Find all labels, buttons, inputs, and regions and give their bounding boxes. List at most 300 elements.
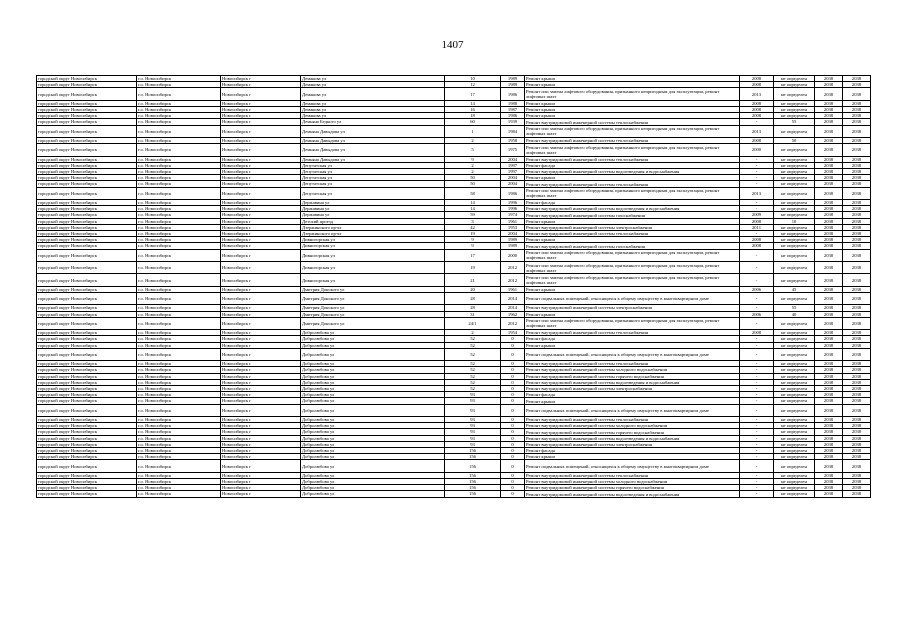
cell-wear: не определен <box>774 441 815 447</box>
cell-last-repair-year: - <box>740 491 774 497</box>
cell-municipality: городской округ Новосибирск <box>37 187 137 199</box>
cell-last-repair-year: - <box>740 367 774 373</box>
cell-district: г.о. Новосибирск <box>137 212 221 218</box>
cell-city: Новосибирск г <box>221 448 301 454</box>
cell-district: г.о. Новосибирск <box>137 379 221 385</box>
cell-plan-end: 2038 <box>843 175 871 181</box>
cell-plan-start: 2038 <box>815 88 843 100</box>
cell-year: 1962 <box>501 311 525 317</box>
cell-plan-start: 2038 <box>815 119 843 125</box>
cell-plan-start: 2038 <box>815 113 843 119</box>
cell-district: г.о. Новосибирск <box>137 100 221 106</box>
cell-municipality: городской округ Новосибирск <box>37 392 137 398</box>
cell-district: г.о. Новосибирск <box>137 386 221 392</box>
cell-district: г.о. Новосибирск <box>137 249 221 261</box>
cell-plan-end: 2038 <box>843 293 871 305</box>
cell-city: Новосибирск г <box>221 472 301 478</box>
cell-city: Новосибирск г <box>221 175 301 181</box>
cell-district: г.о. Новосибирск <box>137 479 221 485</box>
cell-wear: не определен <box>774 317 815 329</box>
table-row <box>37 293 871 305</box>
cell-work-type: Ремонт внутридомовой инженерной системы холодного водоснабжения <box>525 479 740 485</box>
cell-wear: не определен <box>774 125 815 137</box>
cell-plan-end: 2038 <box>843 212 871 218</box>
cell-city: Новосибирск г <box>221 305 301 311</box>
cell-work-type: Ремонт или замена лифтового оборудования, признанного непригодным для эксплуатации, ремонт лифтовых шахт <box>525 317 740 329</box>
cell-street: Демакова ул <box>301 82 445 88</box>
cell-house: 93 <box>445 423 501 429</box>
cell-municipality: городской округ Новосибирск <box>37 88 137 100</box>
cell-city: Новосибирск г <box>221 392 301 398</box>
cell-plan-start: 2038 <box>815 200 843 206</box>
cell-city: Новосибирск г <box>221 206 301 212</box>
cell-district: г.о. Новосибирск <box>137 348 221 360</box>
cell-plan-start: 2038 <box>815 237 843 243</box>
cell-plan-start: 2038 <box>815 212 843 218</box>
cell-city: Новосибирск г <box>221 429 301 435</box>
cell-plan-start: 2038 <box>815 392 843 398</box>
cell-municipality: городской округ Новосибирск <box>37 175 137 181</box>
cell-plan-start: 2038 <box>815 417 843 423</box>
cell-year: 0 <box>501 435 525 441</box>
cell-last-repair-year: 2008 <box>740 138 774 144</box>
cell-house: 16 <box>445 107 501 113</box>
cell-last-repair-year: - <box>740 448 774 454</box>
cell-house: 2 <box>445 330 501 336</box>
cell-work-type: Ремонт внутридомовой инженерной системы теплоснабжения <box>525 138 740 144</box>
cell-street: Державина ул <box>301 212 445 218</box>
cell-year: 2000 <box>501 249 525 261</box>
cell-city: Новосибирск г <box>221 336 301 342</box>
cell-plan-end: 2038 <box>843 162 871 168</box>
cell-municipality: городской округ Новосибирск <box>37 113 137 119</box>
cell-wear: не определен <box>774 262 815 274</box>
cell-street: Добролюбова ул <box>301 479 445 485</box>
cell-work-type: Ремонт крыши <box>525 311 740 317</box>
cell-last-repair-year: 2008 <box>740 100 774 106</box>
cell-plan-start: 2038 <box>815 373 843 379</box>
cell-house: 17 <box>445 249 501 261</box>
cell-district: г.о. Новосибирск <box>137 373 221 379</box>
cell-city: Новосибирск г <box>221 119 301 125</box>
cell-municipality: городской округ Новосибирск <box>37 479 137 485</box>
cell-district: г.о. Новосибирск <box>137 317 221 329</box>
cell-municipality: городской округ Новосибирск <box>37 107 137 113</box>
cell-last-repair-year: - <box>740 162 774 168</box>
cell-year: 0 <box>501 379 525 385</box>
cell-city: Новосибирск г <box>221 479 301 485</box>
cell-plan-start: 2038 <box>815 472 843 478</box>
cell-municipality: городской округ Новосибирск <box>37 448 137 454</box>
cell-municipality: городской округ Новосибирск <box>37 249 137 261</box>
cell-city: Новосибирск г <box>221 311 301 317</box>
cell-plan-end: 2038 <box>843 472 871 478</box>
cell-street: Дмитрия Донского ул <box>301 293 445 305</box>
cell-work-type: Ремонт внутридомовой инженерной системы теплоснабжения <box>525 156 740 162</box>
cell-year: 0 <box>501 454 525 460</box>
cell-city: Новосибирск г <box>221 237 301 243</box>
cell-last-repair-year: - <box>740 181 774 187</box>
cell-last-repair-year: - <box>740 417 774 423</box>
cell-work-type: Ремонт фасада <box>525 448 740 454</box>
table-row <box>37 262 871 274</box>
cell-street: Державина ул <box>301 206 445 212</box>
cell-plan-start: 2038 <box>815 286 843 292</box>
cell-work-type: Ремонт или замена лифтового оборудования, признанного непригодным для эксплуатации, ремонт лифтовых шахт <box>525 274 740 286</box>
cell-work-type: Ремонт внутридомовой инженерной системы горячего водоснабжения <box>525 373 740 379</box>
cell-street: Демакова ул <box>301 100 445 106</box>
cell-street: Дзержинского пр-кт <box>301 224 445 230</box>
cell-year: 0 <box>501 392 525 398</box>
cell-year: 1986 <box>501 88 525 100</box>
cell-wear: 45 <box>774 286 815 292</box>
table-row <box>37 491 871 497</box>
cell-municipality: городской округ Новосибирск <box>37 262 137 274</box>
cell-municipality: городской округ Новосибирск <box>37 181 137 187</box>
cell-house: 2 <box>445 162 501 168</box>
cell-wear: не определен <box>774 398 815 404</box>
cell-year: 2004 <box>501 231 525 237</box>
cell-house: 9 <box>445 237 501 243</box>
cell-plan-end: 2038 <box>843 485 871 491</box>
cell-district: г.о. Новосибирск <box>137 224 221 230</box>
cell-year: 1986 <box>501 113 525 119</box>
cell-street: Добролюбова ул <box>301 423 445 429</box>
cell-wear: 50 <box>774 138 815 144</box>
cell-house: 9 <box>445 243 501 249</box>
cell-plan-start: 2038 <box>815 311 843 317</box>
cell-plan-start: 2038 <box>815 379 843 385</box>
cell-house: 14 <box>445 206 501 212</box>
cell-work-type: Ремонт подвальных помещений, относящихся к общему имуществу в многоквартирном доме <box>525 293 740 305</box>
cell-last-repair-year: - <box>740 317 774 329</box>
cell-work-type: Ремонт подвальных помещений, относящихся к общему имуществу в многоквартирном доме <box>525 404 740 416</box>
cell-work-type: Ремонт внутридомовой инженерной системы электроснабжения <box>525 224 740 230</box>
cell-house: 19 <box>445 231 501 237</box>
cell-last-repair-year: 2008 <box>740 218 774 224</box>
cell-district: г.о. Новосибирск <box>137 336 221 342</box>
cell-plan-end: 2038 <box>843 342 871 348</box>
cell-last-repair-year: - <box>740 262 774 274</box>
cell-municipality: городской округ Новосибирск <box>37 162 137 168</box>
cell-work-type: Ремонт крыши <box>525 218 740 224</box>
cell-house: 156 <box>445 479 501 485</box>
cell-plan-start: 2038 <box>815 82 843 88</box>
cell-district: г.о. Новосибирск <box>137 218 221 224</box>
cell-street: Добролюбова ул <box>301 472 445 478</box>
cell-street: Дивногорская ул <box>301 237 445 243</box>
cell-district: г.о. Новосибирск <box>137 460 221 472</box>
cell-house: 31 <box>445 311 501 317</box>
cell-wear: не определен <box>774 76 815 82</box>
cell-wear: не определен <box>774 187 815 199</box>
cell-plan-start: 2038 <box>815 435 843 441</box>
cell-last-repair-year: - <box>740 231 774 237</box>
cell-district: г.о. Новосибирск <box>137 274 221 286</box>
cell-plan-end: 2038 <box>843 454 871 460</box>
cell-work-type: Ремонт внутридомовой инженерной системы теплоснабжения <box>525 119 740 125</box>
cell-municipality: городской округ Новосибирск <box>37 435 137 441</box>
cell-municipality: городской округ Новосибирск <box>37 485 137 491</box>
cell-city: Новосибирск г <box>221 76 301 82</box>
cell-work-type: Ремонт крыши <box>525 454 740 460</box>
cell-city: Новосибирск г <box>221 293 301 305</box>
cell-work-type: Ремонт фасада <box>525 392 740 398</box>
cell-last-repair-year: - <box>740 200 774 206</box>
cell-house: 52 <box>445 336 501 342</box>
cell-work-type: Ремонт крыши <box>525 113 740 119</box>
cell-district: г.о. Новосибирск <box>137 293 221 305</box>
cell-wear: не определен <box>774 460 815 472</box>
cell-house: 93 <box>445 392 501 398</box>
cell-last-repair-year: - <box>740 373 774 379</box>
cell-municipality: городской округ Новосибирск <box>37 212 137 218</box>
cell-house: 93 <box>445 404 501 416</box>
cell-street: Демьяна Давыдова ул <box>301 156 445 162</box>
cell-wear: не определен <box>774 107 815 113</box>
cell-city: Новосибирск г <box>221 169 301 175</box>
cell-district: г.о. Новосибирск <box>137 187 221 199</box>
cell-plan-end: 2038 <box>843 224 871 230</box>
cell-wear: не определен <box>774 417 815 423</box>
cell-year: 1961 <box>501 218 525 224</box>
cell-city: Новосибирск г <box>221 404 301 416</box>
cell-year: 2014 <box>501 293 525 305</box>
cell-street: Добролюбова ул <box>301 441 445 447</box>
cell-street: Дивногорская ул <box>301 249 445 261</box>
cell-street: Демьяна Давыдова ул <box>301 144 445 156</box>
cell-year: 0 <box>501 472 525 478</box>
cell-municipality: городской округ Новосибирск <box>37 441 137 447</box>
cell-district: г.о. Новосибирск <box>137 485 221 491</box>
cell-year: 1975 <box>501 144 525 156</box>
cell-plan-start: 2038 <box>815 218 843 224</box>
cell-year: 1989 <box>501 237 525 243</box>
cell-plan-start: 2038 <box>815 125 843 137</box>
cell-district: г.о. Новосибирск <box>137 342 221 348</box>
cell-district: г.о. Новосибирск <box>137 491 221 497</box>
cell-plan-start: 2038 <box>815 162 843 168</box>
cell-house: 3 <box>445 218 501 224</box>
cell-wear: не определен <box>774 330 815 336</box>
cell-district: г.о. Новосибирск <box>137 237 221 243</box>
cell-house: 20 <box>445 286 501 292</box>
cell-last-repair-year: - <box>740 361 774 367</box>
cell-year: 0 <box>501 404 525 416</box>
cell-district: г.о. Новосибирск <box>137 76 221 82</box>
cell-last-repair-year: 2008 <box>740 82 774 88</box>
cell-district: г.о. Новосибирск <box>137 435 221 441</box>
cell-wear: не определен <box>774 144 815 156</box>
cell-plan-start: 2038 <box>815 386 843 392</box>
cell-year: 1996 <box>501 206 525 212</box>
cell-municipality: городской округ Новосибирск <box>37 237 137 243</box>
cell-year: 1939 <box>501 119 525 125</box>
cell-plan-start: 2038 <box>815 429 843 435</box>
cell-year: 0 <box>501 367 525 373</box>
cell-year: 0 <box>501 485 525 491</box>
cell-house: 156 <box>445 454 501 460</box>
cell-last-repair-year: - <box>740 379 774 385</box>
cell-last-repair-year: 2011 <box>740 224 774 230</box>
cell-street: Добролюбова ул <box>301 485 445 491</box>
cell-wear: не определен <box>774 224 815 230</box>
cell-wear: не определен <box>774 479 815 485</box>
cell-last-repair-year: - <box>740 175 774 181</box>
table-row <box>37 88 871 100</box>
cell-district: г.о. Новосибирск <box>137 144 221 156</box>
cell-last-repair-year: 2009 <box>740 212 774 218</box>
cell-wear: не определен <box>774 491 815 497</box>
cell-plan-start: 2038 <box>815 243 843 249</box>
cell-street: Добролюбова ул <box>301 460 445 472</box>
cell-last-repair-year: 2008 <box>740 237 774 243</box>
cell-year: 1997 <box>501 169 525 175</box>
cell-work-type: Ремонт внутридомовой инженерной системы водоотведения и водоснабжения <box>525 206 740 212</box>
cell-house: 156 <box>445 485 501 491</box>
cell-plan-end: 2038 <box>843 311 871 317</box>
cell-house: 21 <box>445 274 501 286</box>
table-body <box>37 76 871 498</box>
cell-plan-start: 2038 <box>815 404 843 416</box>
cell-work-type: Ремонт или замена лифтового оборудования, признанного непригодным для эксплуатации, ремонт лифтовых шахт <box>525 125 740 137</box>
cell-house: 42 <box>445 224 501 230</box>
cell-plan-start: 2038 <box>815 231 843 237</box>
cell-street: Дзержинского пр-кт <box>301 231 445 237</box>
cell-house: 14 <box>445 200 501 206</box>
cell-house: 52 <box>445 379 501 385</box>
cell-municipality: городской округ Новосибирск <box>37 398 137 404</box>
cell-plan-start: 2038 <box>815 187 843 199</box>
cell-wear: не определен <box>774 82 815 88</box>
cell-wear: не определен <box>774 274 815 286</box>
cell-house: 28 <box>445 305 501 311</box>
cell-wear: не определен <box>774 448 815 454</box>
cell-city: Новосибирск г <box>221 398 301 404</box>
cell-work-type: Ремонт фасада <box>525 162 740 168</box>
cell-work-type: Ремонт крыши <box>525 76 740 82</box>
cell-house: 52 <box>445 361 501 367</box>
cell-street: Демьяна Бедного ул <box>301 119 445 125</box>
cell-last-repair-year: - <box>740 348 774 360</box>
cell-municipality: городской округ Новосибирск <box>37 224 137 230</box>
cell-last-repair-year: 2008 <box>740 330 774 336</box>
cell-municipality: городской округ Новосибирск <box>37 417 137 423</box>
cell-street: Добролюбова ул <box>301 491 445 497</box>
cell-street: Дмитрия Донского ул <box>301 317 445 329</box>
cell-last-repair-year: 2008 <box>740 243 774 249</box>
cell-plan-end: 2038 <box>843 361 871 367</box>
cell-last-repair-year: - <box>740 169 774 175</box>
cell-last-repair-year: - <box>740 392 774 398</box>
cell-street: Демакова ул <box>301 88 445 100</box>
cell-street: Депутатская ул <box>301 169 445 175</box>
cell-street: Добролюбова ул <box>301 379 445 385</box>
cell-plan-end: 2038 <box>843 423 871 429</box>
cell-plan-start: 2038 <box>815 169 843 175</box>
cell-plan-end: 2038 <box>843 491 871 497</box>
cell-city: Новосибирск г <box>221 386 301 392</box>
cell-municipality: городской округ Новосибирск <box>37 76 137 82</box>
cell-municipality: городской округ Новосибирск <box>37 125 137 137</box>
cell-street: Дивногорская ул <box>301 262 445 274</box>
cell-house: 14 <box>445 100 501 106</box>
cell-plan-end: 2038 <box>843 429 871 435</box>
cell-wear: не определен <box>774 435 815 441</box>
cell-street: Добролюбова ул <box>301 386 445 392</box>
cell-last-repair-year: 2008 <box>740 113 774 119</box>
cell-municipality: городской округ Новосибирск <box>37 293 137 305</box>
cell-plan-end: 2038 <box>843 156 871 162</box>
cell-last-repair-year: - <box>740 479 774 485</box>
cell-plan-end: 2038 <box>843 144 871 156</box>
cell-city: Новосибирск г <box>221 367 301 373</box>
cell-district: г.о. Новосибирск <box>137 200 221 206</box>
cell-municipality: городской округ Новосибирск <box>37 361 137 367</box>
cell-district: г.о. Новосибирск <box>137 181 221 187</box>
cell-year: 1974 <box>501 212 525 218</box>
cell-plan-end: 2038 <box>843 317 871 329</box>
cell-last-repair-year: - <box>740 305 774 311</box>
cell-wear: не определен <box>774 373 815 379</box>
cell-municipality: городской округ Новосибирск <box>37 144 137 156</box>
cell-street: Детский проезд <box>301 218 445 224</box>
cell-municipality: городской округ Новосибирск <box>37 119 137 125</box>
cell-work-type: Ремонт внутридомовой инженерной системы горячего водоснабжения <box>525 429 740 435</box>
cell-street: Добролюбова ул <box>301 404 445 416</box>
cell-municipality: городской округ Новосибирск <box>37 342 137 348</box>
cell-house: 93 <box>445 435 501 441</box>
cell-city: Новосибирск г <box>221 88 301 100</box>
cell-street: Дивногорская ул <box>301 243 445 249</box>
cell-street: Добролюбова ул <box>301 417 445 423</box>
cell-year: 1989 <box>501 82 525 88</box>
cell-work-type: Ремонт или замена лифтового оборудования, признанного непригодным для эксплуатации, ремонт лифтовых шахт <box>525 262 740 274</box>
cell-street: Депутатская ул <box>301 187 445 199</box>
cell-street: Державина ул <box>301 200 445 206</box>
cell-city: Новосибирск г <box>221 156 301 162</box>
cell-city: Новосибирск г <box>221 187 301 199</box>
cell-district: г.о. Новосибирск <box>137 262 221 274</box>
cell-plan-end: 2038 <box>843 286 871 292</box>
cell-last-repair-year: - <box>740 454 774 460</box>
table-row <box>37 125 871 137</box>
cell-plan-end: 2038 <box>843 206 871 212</box>
cell-work-type: Ремонт внутридомовой инженерной системы холодного водоснабжения <box>525 367 740 373</box>
cell-wear: не определен <box>774 249 815 261</box>
cell-plan-end: 2038 <box>843 125 871 137</box>
cell-municipality: городской округ Новосибирск <box>37 274 137 286</box>
cell-last-repair-year: - <box>740 293 774 305</box>
cell-house: 9 <box>445 156 501 162</box>
cell-street: Добролюбова ул <box>301 342 445 348</box>
cell-last-repair-year: 2013 <box>740 187 774 199</box>
cell-wear: не определен <box>774 336 815 342</box>
table-row <box>37 274 871 286</box>
cell-district: г.о. Новосибирск <box>137 82 221 88</box>
cell-wear: не определен <box>774 386 815 392</box>
cell-municipality: городской округ Новосибирск <box>37 336 137 342</box>
cell-municipality: городской округ Новосибирск <box>37 330 137 336</box>
cell-last-repair-year: 2013 <box>740 125 774 137</box>
cell-municipality: городской округ Новосибирск <box>37 138 137 144</box>
cell-plan-start: 2038 <box>815 441 843 447</box>
cell-city: Новосибирск г <box>221 423 301 429</box>
cell-work-type: Ремонт или замена лифтового оборудования, признанного непригодным для эксплуатации, ремонт лифтовых шахт <box>525 88 740 100</box>
cell-district: г.о. Новосибирск <box>137 286 221 292</box>
cell-plan-end: 2038 <box>843 249 871 261</box>
cell-work-type: Ремонт или замена лифтового оборудования, признанного непригодным для эксплуатации, ремонт лифтовых шахт <box>525 187 740 199</box>
